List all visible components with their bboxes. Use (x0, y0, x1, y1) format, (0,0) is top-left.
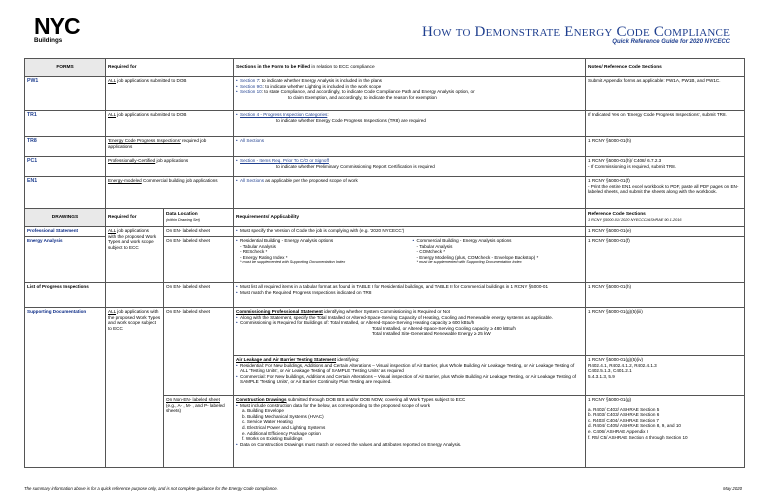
page-title: How to Demonstrate Energy Code Compliance (422, 24, 730, 40)
forms-table (24, 58, 745, 213)
drawing-row-construction: On Non-EN- labeled sheet (e.g., A- , M- , and P- labeled sheets) Construction Drawings submitted through DOB BIS and/or DOB NOW, covering all Work Types subject to ECC • Must include construction data for the below, as corresponding to the proposed scope of work a. Building Envelope b. Building Mechanical Systems (HVAC) c. Service Water Heating d. Electrical Power and Lighting Systems e. Additional Efficiency Package option f. Works on Existing Buildings • Data on Construction Drawings must match or exceed the values and attributes reported on Energy Analysis. 1 RCNY §5000-01(g) a. R402/ C402/ ASHRAE Section 5 b. R403/ C403/ ASHRAE Section 6 c. R403/ C404/ ASHRAE Section 7 d. R404/ C405/ ASHRAE Section 8, 9, and 10 e. C406/ ASHRAE Appendix I f. R5/ C5/ ASHRAE Section 4 through Section 10 (25, 396, 745, 468)
drawings-header-row: DRAWINGS Required for Data Location (within Drawing Set) Requirements/ Applicability Reference Code Sections 1 RCNY §5000-01/ 2020 NYECCC/ASHRAE 90.1-2016 (25, 209, 745, 227)
drawing-row-professional: Professional Statement ALL job applications with the proposed Work Types and work scope subject to ECC On EN- labeled sheet • Must specify the Version of Code the job is complying with (e.g. '2020 NYCECC') 1 RCNY §5000-01(e) (25, 227, 745, 237)
drawing-row-supporting: Supporting Documentation ALL job applications with the proposed Work Types and work scope subject to ECC On EN- labeled sheet Commissioning Professional Statement identifying whether System Commissioning is Required or Not • Along with the Statement, specify the Total Installed or Altered-Space-Serving Capacity of Heating, Cooling and Renewable energy systems as applicable. • Commissioning is Required for Buildings of: Total Installed, or Altered-Space-Serving Heating capacity ≥ 600 kBtu/h Total Installed, or Altered-Space-Serving Cooling capacity ≥ 480 kBtu/h Total Installed Site-Generated Renewable Energy ≥ 25 kW 1 RCNY §5000-01(g)(5)(iii) (25, 308, 745, 356)
form-row-pw1 (25, 77, 745, 111)
drawing-row-energy: Energy Analysis On EN- labeled sheet • Residential Building - Energy Analysis options - Tabular Analysis - REScheck * - Energy Rating Index * * must be supplemented with Supporting Documentation Index • Commercial Building - Energy Analysis options - Tabular Analysis - COMcheck * - Energy Modeling (plus, COMcheck - Envelope Backstop) * * must be supplemented with Supporting Documentation Index 1 RCNY §5000-01(f) (25, 237, 745, 283)
drawings-table (24, 208, 745, 468)
form-row-tr1: TR1 ALL job applications submitted to DOB • Section 4 - Progress Inspection Categories: to indicate whether Energy Code Progress Inspections (TR8) are required If Indicated Yes on 'Energy Code Progress Inspections', submit TR8. (25, 111, 745, 137)
form-row-tr8: TR8 'Energy Code Progress Inspections' required job applications • All Sections 1 RCNY §5000-01(h) (25, 137, 745, 157)
notes-header: Notes/ Reference Code Sections (586, 59, 745, 77)
form-code: PW1 (25, 77, 106, 111)
page-header (0, 0, 768, 52)
forms-header-row (25, 59, 745, 77)
logo-text: NYC (34, 13, 80, 39)
required-header: Required for (106, 59, 234, 77)
form-sections: • Section 7: to indicate whether Energy Analysis is included in the plans • Section 9G: to indicate whether Lighting is included in the work scope • Section 10: to state Compliance, and accordingly, to indicate Code Compliance Path and Energy Analysis option, or to claim Exemption, and accordingly, to indicate the reason for exemption (234, 77, 586, 111)
form-notes: Submit Appendix forms as applicable: PW1A, PW1B, and PW1C. (586, 77, 745, 111)
form-row-pc1: PC1 Professionally-Certified job applications • Section - Items Req. Prior To C/O or Signoff to indicate whether Preliminary Commissioning Report Certification is required 1 RCNY §5000-01(h)/ C408/ 6.7.2.3 - If Commissioning is required, submit TR8. (25, 157, 745, 177)
footer-date: May 2020 (723, 486, 742, 491)
form-row-en1: EN1 Energy-modeled Commercial building job applications • All Sections as applicable per the proposed scope of work 1 RCNY §5000-01(f) - Print the entire EN1 excel workbook to PDF, paste all PDF pages on EN- labeled sheets, and submit the sheets along with the workbook. (25, 177, 745, 213)
logo-subtext: Buildings (34, 37, 63, 44)
footer-disclaimer: The summary information above is for a quick reference purpose only, and is not complete guidance for the Energy Code compliance. (24, 486, 278, 491)
nyc-buildings-logo (34, 15, 78, 46)
drawing-row-progress: List of Progress Inspections On EN- labeled sheet • Must list all required items in a tabular format as found in TABLE I for Residential buildings, and TABLE II for Commercial buildings in 1 RCNY §5000-01 • Must match the Required Progress Inspections indicated on TR8 1 RCNY §5000-01(h) (25, 283, 745, 308)
sections-header: Sections in the Form to be Filled in relation to ECC compliance (234, 59, 586, 77)
page-subtitle: Quick Reference Guide for 2020 NYCECC (612, 39, 730, 45)
form-required: ALL job applications submitted to DOB (106, 77, 234, 111)
drawing-row-air-leakage: Air Leakage and Air Barrier Testing Statement identifying: • Residential: For New buildings, Additions and Certain Alterations – Visual inspection of Air Barrier, plus Whole Building Air Leakage Testing, or Air Leakage Testing of ALL 'Testing Units', or Air Leakage Testing of SAMPLE 'Testing Units' as required • Commercial: For New buildings, Additions and Certain Alterations – Visual inspection of Air Barrier, plus Whole Building Air Leakage Testing, or Air Leakage Testing of SAMPLE 'Testing Units', or Air Barrier Continuity Plan Testing are required. 1 RCNY §5000-01(g)(5)(iv) R402.4.1, R402.4.1.2, R402.4.1.3 C402.5.1.3, C401.2.1 5.4.3.1.3, 5.9 (25, 356, 745, 396)
forms-header: FORMS (25, 59, 106, 77)
